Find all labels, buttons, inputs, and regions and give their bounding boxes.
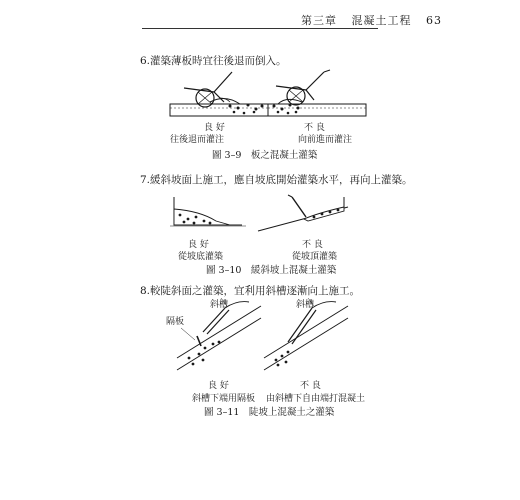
label-chute-good: 斜槽	[210, 300, 229, 310]
header-rule	[142, 28, 378, 29]
note-3-9-bad: 向前進而灌注	[298, 135, 353, 145]
instruction-8: 8.較陡斜面之灌築，宜利用斜槽逐漸向上施工。	[140, 285, 361, 297]
note-3-11-bad: 由斜槽下自由端打混凝土	[266, 394, 366, 404]
rating-3-11-good: 良 好	[208, 381, 229, 391]
rating-3-10-bad: 不 良	[302, 240, 323, 250]
note-3-11-good: 斜槽下端用隔板	[192, 394, 256, 404]
page-header	[291, 12, 442, 28]
label-baffle-good: 隔板	[166, 317, 185, 327]
rating-3-9-bad: 不 良	[304, 123, 325, 133]
instruction-6: 6.灌築薄板時宜往後退而倒入。	[140, 55, 287, 67]
figure-caption-3-10: 圖 3–10 緩斜坡上混凝土灌築	[206, 265, 337, 276]
note-3-10-good: 從坡底灌築	[178, 252, 224, 262]
instruction-7: 7.緩斜坡面上施工，應自坡底開始灌築水平，再向上灌築。	[140, 174, 413, 186]
figure-3-10-good	[170, 195, 250, 235]
note-3-10-bad: 從坡頂灌築	[292, 252, 338, 262]
chapter-label: 第三章	[301, 14, 337, 27]
note-3-9-good: 往後退而灌注	[170, 135, 225, 145]
label-chute-bad: 斜槽	[296, 300, 315, 310]
chapter-title: 混凝土工程	[351, 14, 412, 27]
rating-3-10-good: 良 好	[188, 240, 209, 250]
figure-caption-3-11: 圖 3–11 陡坡上混凝土之灌築	[204, 407, 335, 418]
figure-caption-3-9: 圖 3–9 板之混凝土灌築	[212, 150, 318, 161]
figure-3-10-bad	[258, 195, 348, 235]
page-number: 63	[426, 14, 442, 27]
rating-3-11-bad: 不 良	[300, 381, 321, 391]
rating-3-9-good: 良 好	[204, 123, 225, 133]
